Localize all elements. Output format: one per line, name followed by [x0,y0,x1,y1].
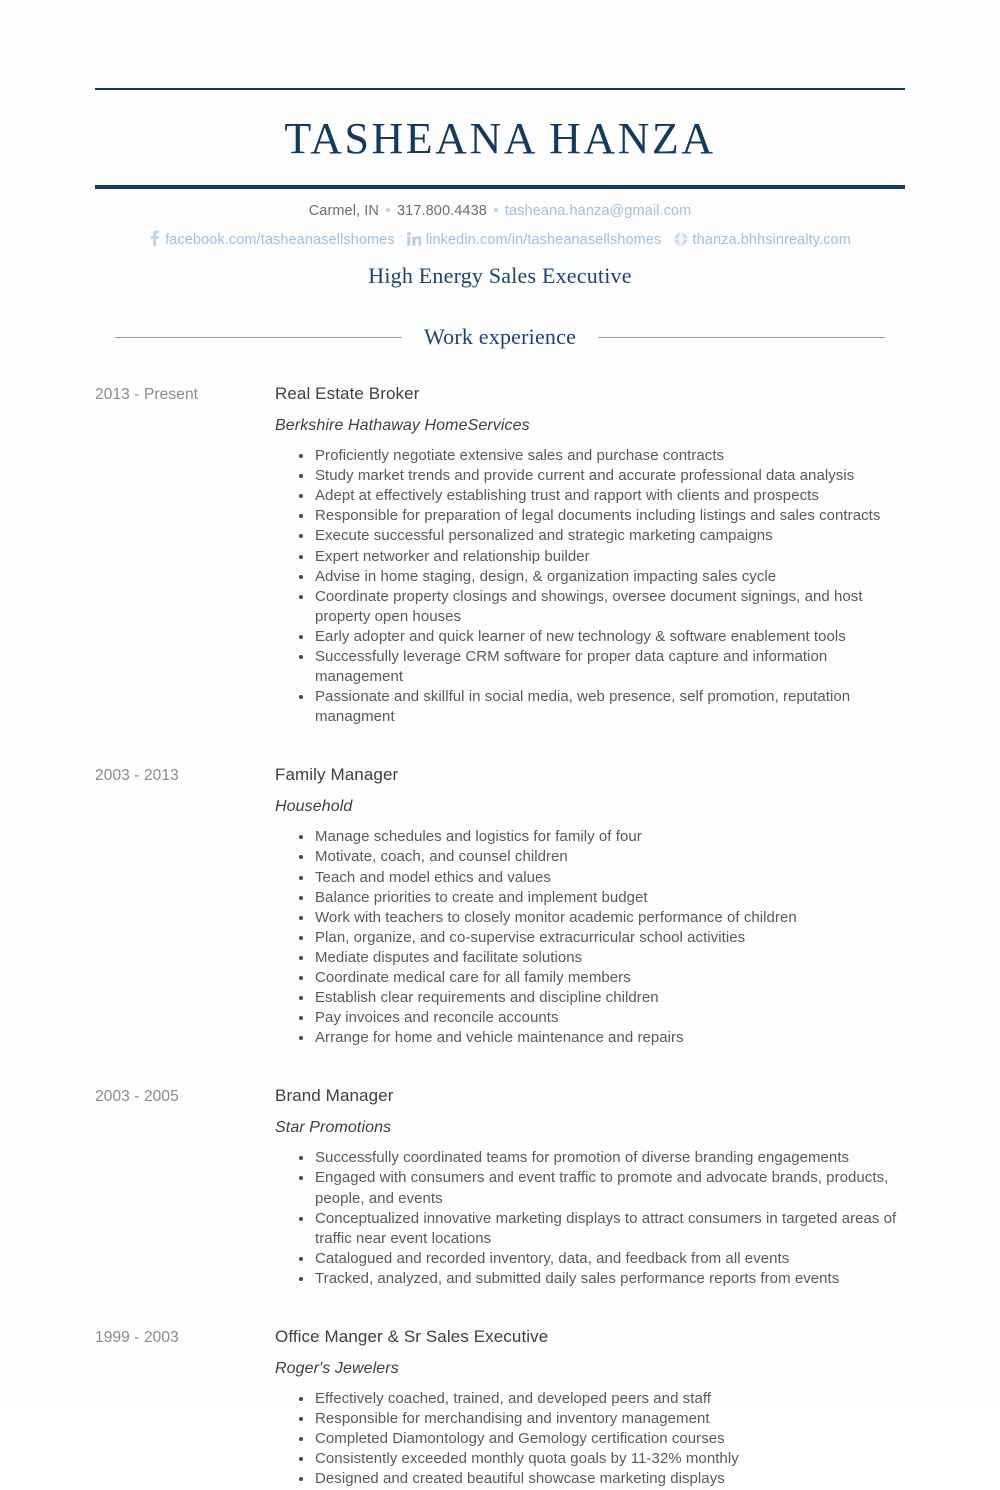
page-title: TASHEANA HANZA [284,114,716,163]
experience-company: Star Promotions [275,1119,392,1137]
professional-title: High Energy Sales Executive [368,263,632,289]
list-item: Responsible for preparation of legal documents including listings and sales contracts [299,506,905,526]
work-experience-list [95,384,905,1489]
experience-job-title: Office Manger & Sr Sales Executive [275,1327,549,1347]
experience-bullet-list [275,1389,905,1489]
experience-company: Household [275,798,353,816]
website-url: thanza.bhhsinrealty.com [692,232,851,249]
experience-dates: 2003 - 2005 [95,1088,179,1106]
section-rule-right [598,337,885,338]
list-item: Effectively coached, trained, and developed peers and staff [299,1389,905,1409]
section-header-work-experience [95,324,905,350]
list-item: Balance priorities to create and implement budget [299,888,905,908]
facebook-icon [149,230,160,246]
experience-company: Berkshire Hathaway HomeServices [275,417,530,435]
experience-job-title: Brand Manager [275,1086,394,1106]
experience-details [275,384,905,727]
experience-details [275,765,905,1048]
globe-icon [674,232,688,246]
list-item: Work with teachers to closely monitor academic performance of children [299,908,905,928]
linkedin-link[interactable] [407,232,666,248]
experience-entry [95,384,905,727]
dot-separator-icon [386,208,390,212]
facebook-url: facebook.com/tasheanasellshomes [165,232,395,249]
list-item: Catalogued and recorded inventory, data, and feedback from all events [299,1249,905,1269]
experience-details [275,1327,905,1489]
list-item: Advise in home staging, design, & organization impacting sales cycle [299,567,905,587]
list-item: Designed and created beautiful showcase marketing displays [299,1469,905,1489]
list-item: Expert networker and relationship builder [299,547,905,567]
experience-dates: 2003 - 2013 [95,767,179,785]
experience-job-title: Family Manager [275,765,399,785]
list-item: Mediate disputes and facilitate solutions [299,948,905,968]
section-title: Work experience [423,324,577,350]
list-item: Conceptualized innovative marketing displays to attract consumers in targeted areas of traffic near event locations [299,1209,905,1249]
list-item: Responsible for merchandising and inventory management [299,1409,905,1429]
list-item: Tracked, analyzed, and submitted daily sales performance reports from events [299,1269,905,1289]
website-link[interactable] [674,232,851,248]
experience-company: Roger's Jewelers [275,1360,399,1378]
list-item: Coordinate property closings and showings, oversee document signings, and host property open houses [299,587,905,627]
experience-dates: 2013 - Present [95,386,199,404]
experience-bullet-list [275,827,905,1048]
experience-bullet-list [275,446,905,727]
resume-header [95,0,905,289]
contact-email[interactable]: tasheana.hanza@gmail.com [504,203,692,219]
contact-phone: 317.800.4438 [397,203,487,219]
list-item: Manage schedules and logistics for family of four [299,827,905,847]
experience-entry [95,765,905,1048]
linkedin-url: linkedin.com/in/tasheanasellshomes [425,232,662,249]
list-item: Execute successful personalized and strategic marketing campaigns [299,526,905,546]
linkedin-icon [407,232,421,246]
social-line [95,222,905,251]
section-rule-left [115,337,402,338]
list-item: Successfully leverage CRM software for proper data capture and information management [299,647,905,687]
experience-entry [95,1086,905,1289]
list-item: Proficiently negotiate extensive sales and purchase contracts [299,446,905,466]
list-item: Completed Diamontology and Gemology certification courses [299,1429,905,1449]
list-item: Passionate and skillful in social media, web presence, self promotion, reputation managment [299,687,905,727]
dot-separator-icon [494,208,498,212]
experience-details [275,1086,905,1289]
list-item: Plan, organize, and co-supervise extracurricular school activities [299,928,905,948]
contact-line [95,189,905,222]
list-item: Engaged with consumers and event traffic to promote and advocate brands, products, people, and events [299,1168,905,1208]
experience-dates: 1999 - 2003 [95,1329,179,1347]
experience-bullet-list [275,1148,905,1289]
experience-job-title: Real Estate Broker [275,384,420,404]
list-item: Study market trends and provide current and accurate professional data analysis [299,466,905,486]
list-item: Arrange for home and vehicle maintenance and repairs [299,1028,905,1048]
list-item: Establish clear requirements and discipline children [299,988,905,1008]
list-item: Pay invoices and reconcile accounts [299,1008,905,1028]
list-item: Coordinate medical care for all family members [299,968,905,988]
list-item: Motivate, coach, and counsel children [299,847,905,867]
list-item: Consistently exceeded monthly quota goals by 11-32% monthly [299,1449,905,1469]
experience-entry [95,1327,905,1489]
list-item: Adept at effectively establishing trust and rapport with clients and prospects [299,486,905,506]
list-item: Successfully coordinated teams for promotion of diverse branding engagements [299,1148,905,1168]
list-item: Early adopter and quick learner of new technology & software enablement tools [299,627,905,647]
list-item: Teach and model ethics and values [299,868,905,888]
contact-location: Carmel, IN [308,203,379,219]
facebook-link[interactable] [149,232,399,248]
